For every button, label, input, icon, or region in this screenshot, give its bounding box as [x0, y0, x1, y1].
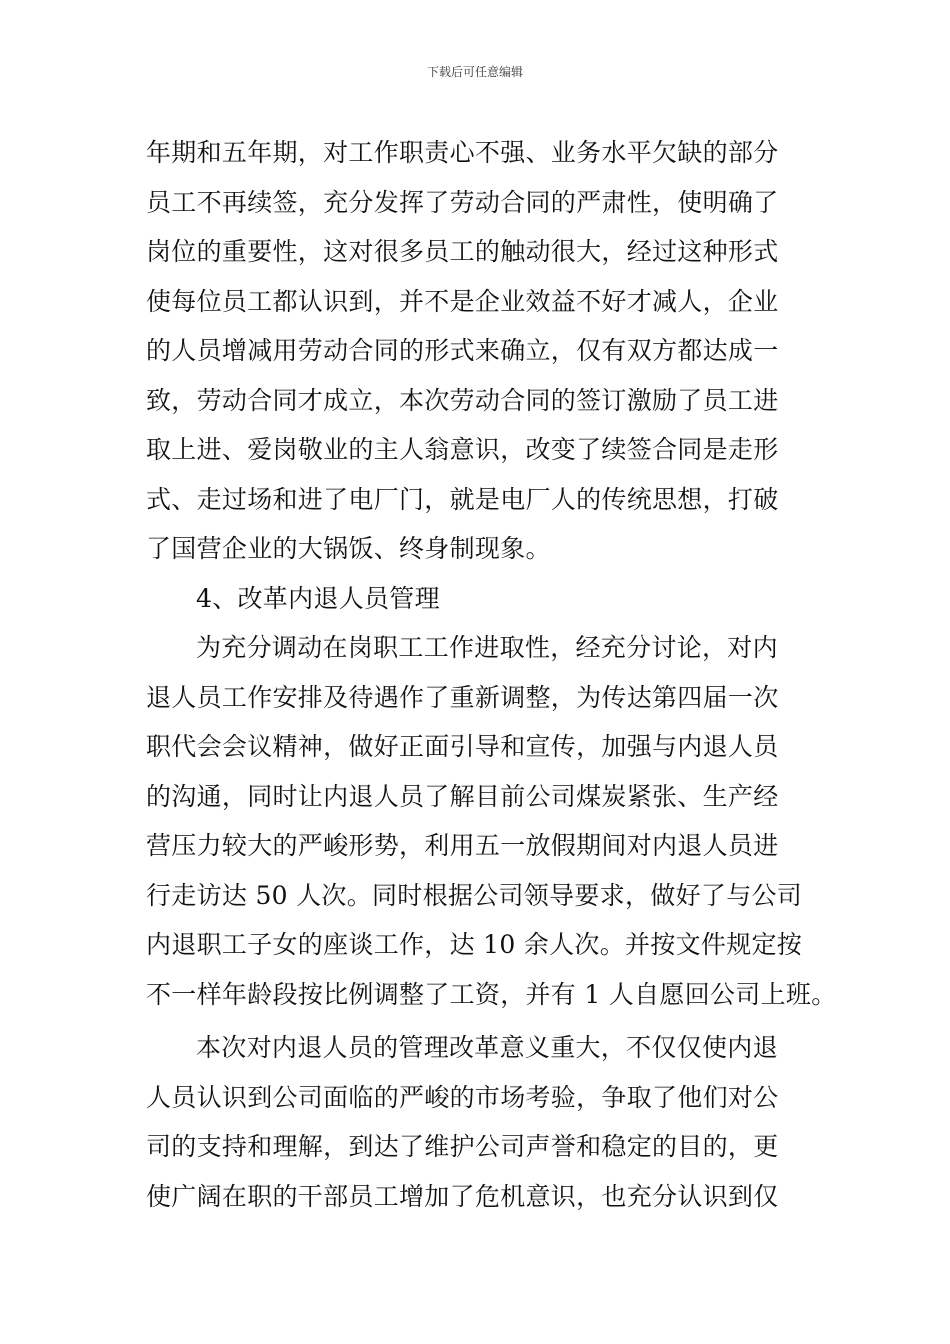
- text-line: 行走访达 50 人次。同时根据公司领导要求，做好了与公司: [146, 880, 803, 910]
- text-line: 不一样年龄段按比例调整了工资，并有 1 人自愿回公司上班。: [146, 979, 837, 1009]
- text-line: 的沟通，同时让内退人员了解目前公司煤炭紧张、生产经: [146, 781, 779, 811]
- text-line: 内退职工子女的座谈工作，达 10 余人次。并按文件规定按: [146, 930, 803, 959]
- document-body: [146, 128, 837, 1221]
- text-line: 致，劳动合同才成立，本次劳动合同的签订激励了员工进: [146, 385, 779, 415]
- text-line: 使每位员工都认识到，并不是企业效益不好才减人，企业: [146, 286, 779, 316]
- text-line: 退人员工作安排及待遇作了重新调整，为传达第四届一次: [146, 682, 779, 712]
- page-header: 下载后可任意编辑: [426, 65, 523, 79]
- text-line: 的人员增减用劳动合同的形式来确立，仅有双方都达成一: [146, 336, 779, 365]
- section-heading: 4、改革内退人员管理: [196, 583, 440, 613]
- text-line: 司的支持和理解，到达了维护公司声誉和稳定的目的，更: [146, 1132, 779, 1161]
- text-line: 营压力较大的严峻形势，利用五一放假期间对内退人员进: [146, 831, 779, 860]
- text-line: 年期和五年期，对工作职责心不强、业务水平欠缺的部分: [146, 138, 779, 167]
- text-line: 为充分调动在岗职工工作进取性，经充分讨论，对内: [196, 633, 778, 662]
- text-line: 员工不再续签，充分发挥了劳动合同的严肃性，使明确了: [146, 187, 779, 217]
- text-line: 取上进、爱岗敬业的主人翁意识，改变了续签合同是走形: [146, 435, 779, 464]
- text-line: 人员认识到公司面临的严峻的市场考验，争取了他们对公: [146, 1082, 779, 1112]
- text-line: 式、走过场和进了电厂门，就是电厂人的传统思想，打破: [146, 484, 779, 514]
- text-line: 使广阔在职的干部员工增加了危机意识，也充分认识到仅: [146, 1181, 779, 1211]
- text-line: 岗位的重要性，这对很多员工的触动很大，经过这种形式: [146, 237, 779, 266]
- text-line: 了国营企业的大锅饭、终身制现象。: [146, 534, 551, 563]
- text-line: 本次对内退人员的管理改革意义重大，不仅仅使内退: [196, 1033, 778, 1062]
- text-line: 职代会会议精神，做好正面引导和宣传，加强与内退人员: [146, 732, 779, 761]
